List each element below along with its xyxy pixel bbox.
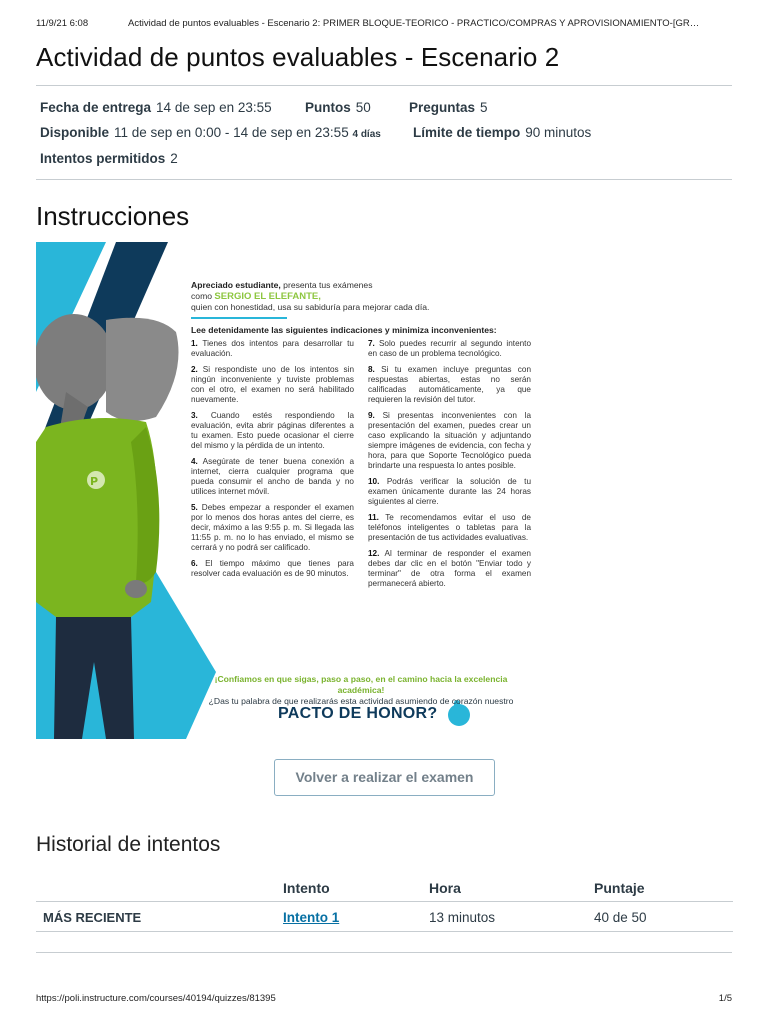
due-value: 14 de sep en 23:55: [156, 100, 272, 115]
instruction-number: 9.: [368, 411, 375, 420]
due-label: Fecha de entrega: [40, 100, 152, 115]
print-url: https://poli.instructure.com/courses/40194/quizzes/81395: [36, 993, 276, 1004]
attempt-history-table: [36, 872, 733, 932]
availability: [40, 125, 381, 140]
questions: [409, 100, 488, 115]
instruction-number: 1.: [191, 339, 198, 348]
instruction-number: 6.: [191, 559, 198, 568]
print-date: 11/9/21 6:08: [36, 18, 89, 29]
instruction-number: 4.: [191, 457, 198, 466]
points: [305, 100, 371, 115]
instruction-text: Podrás verificar la solución de tu examen únicamente durante las 24 horas siguientes al cierre.: [368, 477, 532, 506]
instruction-number: 8.: [368, 365, 375, 374]
retake-quiz-button[interactable]: Volver a realizar el examen: [274, 759, 495, 796]
instruction-item: [368, 477, 531, 507]
allowed-attempts: [40, 151, 178, 166]
banner-lead: Lee detenidamente las siguientes indicaciones y minimiza inconvenientes:: [191, 325, 497, 335]
instruction-text: Si respondiste uno de los intentos sin ningún inconveniente y tuviste problemas con el otro, el examen no será habilitado nuevamente.: [191, 365, 354, 404]
como-text: como: [191, 291, 213, 301]
instruction-number: 10.: [368, 477, 380, 486]
instruction-number: 11.: [368, 513, 379, 522]
instruction-number: 12.: [368, 549, 380, 558]
mascot-name: SERGIO EL ELEFANTE,: [214, 291, 321, 302]
instruction-item: [191, 457, 354, 497]
due-date: [40, 100, 272, 115]
table-row: [36, 902, 733, 932]
honesty-text: quien con honestidad, usa su sabiduría para mejorar cada día.: [191, 302, 430, 312]
instruction-item: [368, 365, 531, 405]
most-recent-label: MÁS RECIENTE: [43, 910, 142, 925]
available-label: Disponible: [40, 125, 110, 140]
points-label: Puntos: [305, 100, 351, 115]
attempt-link[interactable]: Intento 1: [283, 910, 340, 925]
attempt-score: 40 de 50: [594, 910, 647, 925]
print-page-number: 1/5: [718, 993, 732, 1004]
instruction-item: [368, 411, 531, 471]
instruction-item: [191, 411, 354, 451]
questions-label: Preguntas: [409, 100, 476, 115]
history-title: Historial de intentos: [36, 833, 221, 856]
instructions-banner: [36, 242, 539, 739]
instruction-number: 5.: [191, 503, 198, 512]
instruction-number: 7.: [368, 339, 375, 348]
instruction-item: [191, 559, 354, 579]
divider: [36, 952, 732, 953]
instruction-text: El tiempo máximo que tienes para resolver cada evaluación es de 90 minutos.: [191, 559, 354, 578]
questions-value: 5: [480, 100, 488, 115]
banner-columns: [191, 339, 531, 595]
print-document-title: Actividad de puntos evaluables - Escenario 2: PRIMER BLOQUE-TEORICO - PRACTICO/COMPRAS Y APROVISIONAMIENTO-[GR…: [128, 18, 700, 29]
greeting-bold: Apreciado estudiante,: [191, 280, 281, 290]
instruction-item: [191, 365, 354, 405]
attempt-time: 13 minutos: [429, 910, 496, 925]
instruction-text: Debes empezar a responder el examen por lo menos dos horas antes del cierre, es decir, máximo a las 9:55 p. m. Si llegada las 11:55 p. m. no lo has enviado, el mismo se cerrará y no podrá ser calificado.: [191, 503, 354, 552]
instruction-item: [368, 549, 531, 589]
time-limit-value: 90 minutos: [525, 125, 592, 140]
header-time: Hora: [429, 880, 461, 896]
banner-intro: [191, 280, 531, 313]
instruction-text: Cuando estés respondiendo la evaluación, evita abrir páginas diferentes a tu examen. Esto puede ocasionar el cierre del mismo y la pérdida de un intento.: [191, 411, 354, 450]
divider: [36, 179, 732, 180]
svg-text:P: P: [90, 475, 99, 488]
header-attempt: Intento: [283, 880, 330, 896]
table-header-row: [36, 872, 733, 902]
banner-closing: [191, 674, 531, 707]
instruction-number: 2.: [191, 365, 198, 374]
closing-green: ¡Confiamos en que sigas, paso a paso, en el camino hacia la excelencia académica!: [214, 674, 508, 695]
available-value: 11 de sep en 0:00 - 14 de sep en 23:55: [114, 125, 349, 140]
instruction-item: [191, 339, 354, 359]
instruction-item: [368, 339, 531, 359]
page-title: Actividad de puntos evaluables - Escenario 2: [36, 42, 560, 72]
left-instructions: [191, 339, 354, 595]
pacto-de-honor: PACTO DE HONOR?: [278, 705, 438, 722]
instruction-item: [191, 503, 354, 553]
available-days: 4 días: [352, 129, 381, 140]
greeting-rest: presenta tus exámenes: [283, 280, 373, 290]
instruction-text: Si presentas inconvenientes con la presentación del examen, puedes crear un caso explicando la situación y adjuntando siempre imágenes de evidencia, con fecha y hora, para que Soporte Tecnológico pueda brindarte una respuesta lo antes posible.: [368, 411, 531, 470]
time-limit: [413, 125, 591, 140]
instruction-number: 3.: [191, 411, 198, 420]
closing-question: ¿Das tu palabra de que realizarás esta actividad asumiendo de corazón nuestro: [208, 696, 514, 706]
attempts-label: Intentos permitidos: [40, 151, 166, 166]
instruction-text: Si tu examen incluye preguntas con respuestas abiertas, estas no serán calificadas automáticamente, ya que requieren la revisión del tutor.: [368, 365, 531, 404]
instruction-text: Solo puedes recurrir al segundo intento en caso de un problema tecnológico.: [368, 339, 531, 358]
instruction-text: Te recomendamos evitar el uso de teléfonos inteligentes o tabletas para la presentación de tus actividades evaluativas.: [368, 513, 531, 542]
header-score: Puntaje: [594, 880, 645, 896]
instructions-heading: Instrucciones: [36, 201, 190, 231]
points-value: 50: [355, 100, 371, 115]
attempts-value: 2: [170, 151, 178, 166]
banner-underline: [191, 317, 287, 319]
instruction-text: Al terminar de responder el examen debes dar clic en el botón "Enviar todo y terminar" de otra forma el examen permanecerá abierto.: [368, 549, 531, 588]
time-limit-label: Límite de tiempo: [413, 125, 521, 140]
divider: [36, 85, 732, 86]
instruction-text: Tienes dos intentos para desarrollar tu evaluación.: [191, 339, 354, 358]
instruction-text: Asegúrate de tener buena conexión a internet, cierra cualquier programa que pueda consumir el ancho de banda y no utilices internet móvil.: [191, 457, 355, 496]
print-header: [36, 18, 732, 32]
right-instructions: [368, 339, 531, 595]
instruction-item: [368, 513, 531, 543]
banner-text: [191, 280, 531, 595]
